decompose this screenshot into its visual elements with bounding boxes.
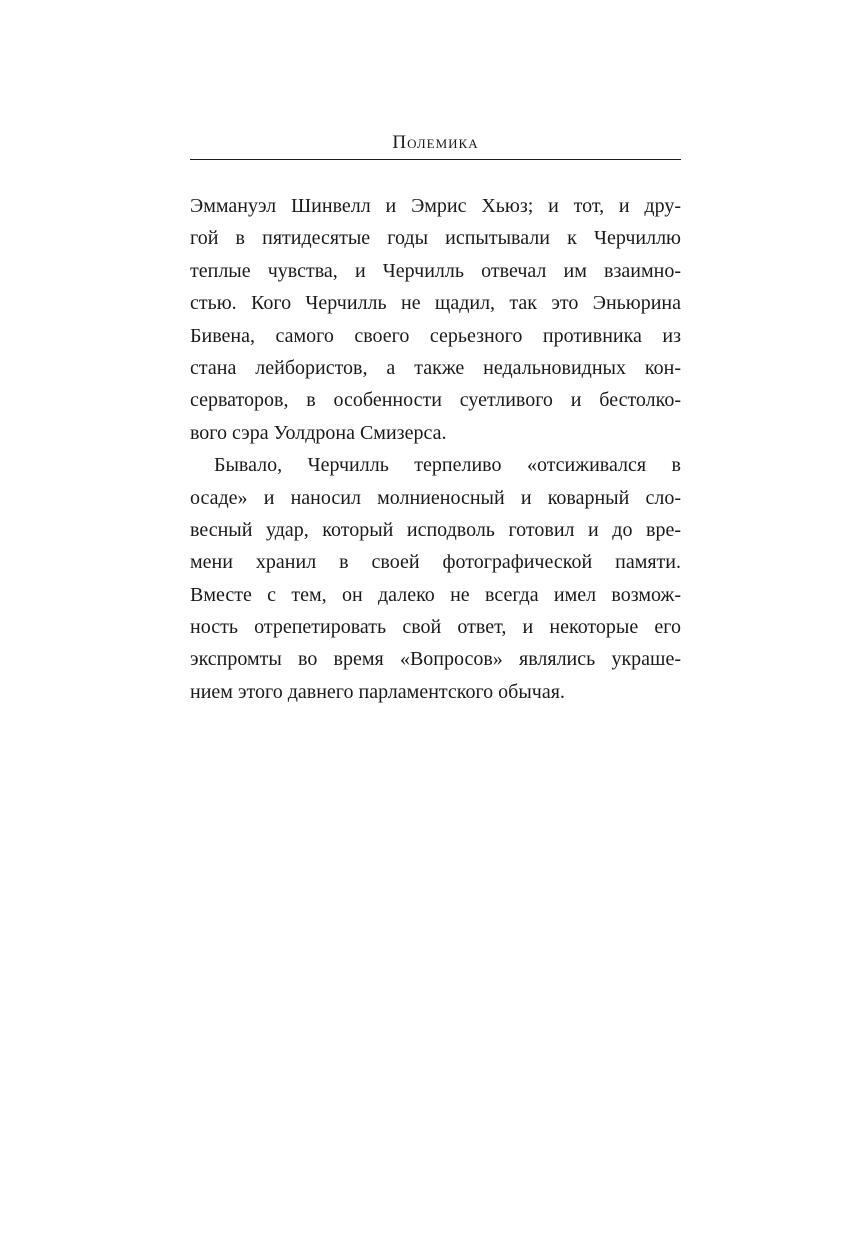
text-line: серваторов, в особенности суетливого и бестолко- xyxy=(190,389,681,412)
text-line: стана лейбористов, а также недальновидных кон- xyxy=(190,356,681,379)
text-line: Эммануэл Шинвелл и Эмрис Хьюз; и тот, и дру- xyxy=(190,195,681,217)
text-line: Бивена, самого своего серьезного противника из xyxy=(190,324,681,347)
text-line: Вместе с тем, он далеко не всегда имел возмож- xyxy=(190,583,681,606)
text-line: экспромты во время «Вопросов» являлись украше- xyxy=(190,648,681,671)
text-line: гой в пятидесятые годы испытывали к Черчиллю xyxy=(190,227,681,250)
text-line: весный удар, который исподволь готовил и до вре- xyxy=(190,518,681,541)
text-line: теплые чувства, и Черчилль отвечал им взаимно- xyxy=(190,259,681,282)
text-line: стью. Кого Черчилль не щадил, так это Эньюрина xyxy=(190,292,681,315)
text-line: вого сэра Уолдрона Смизерса. xyxy=(190,421,447,444)
text-line: осаде» и наносил молниеносный и коварный сло- xyxy=(190,486,681,509)
text-line: Бывало, Черчилль терпеливо «отсиживался в xyxy=(214,454,681,477)
running-head-title: Полемика xyxy=(392,132,479,153)
paragraph-1 xyxy=(190,190,681,449)
text-line: нием этого давнего парламентского обычая. xyxy=(190,680,565,703)
header-rule xyxy=(190,159,681,160)
body-text xyxy=(190,190,681,708)
text-line: ность отрепетировать свой ответ, и некоторые его xyxy=(190,616,681,639)
text-line: мени хранил в своей фотографической памяти. xyxy=(190,551,681,574)
paragraph-2 xyxy=(190,449,681,708)
